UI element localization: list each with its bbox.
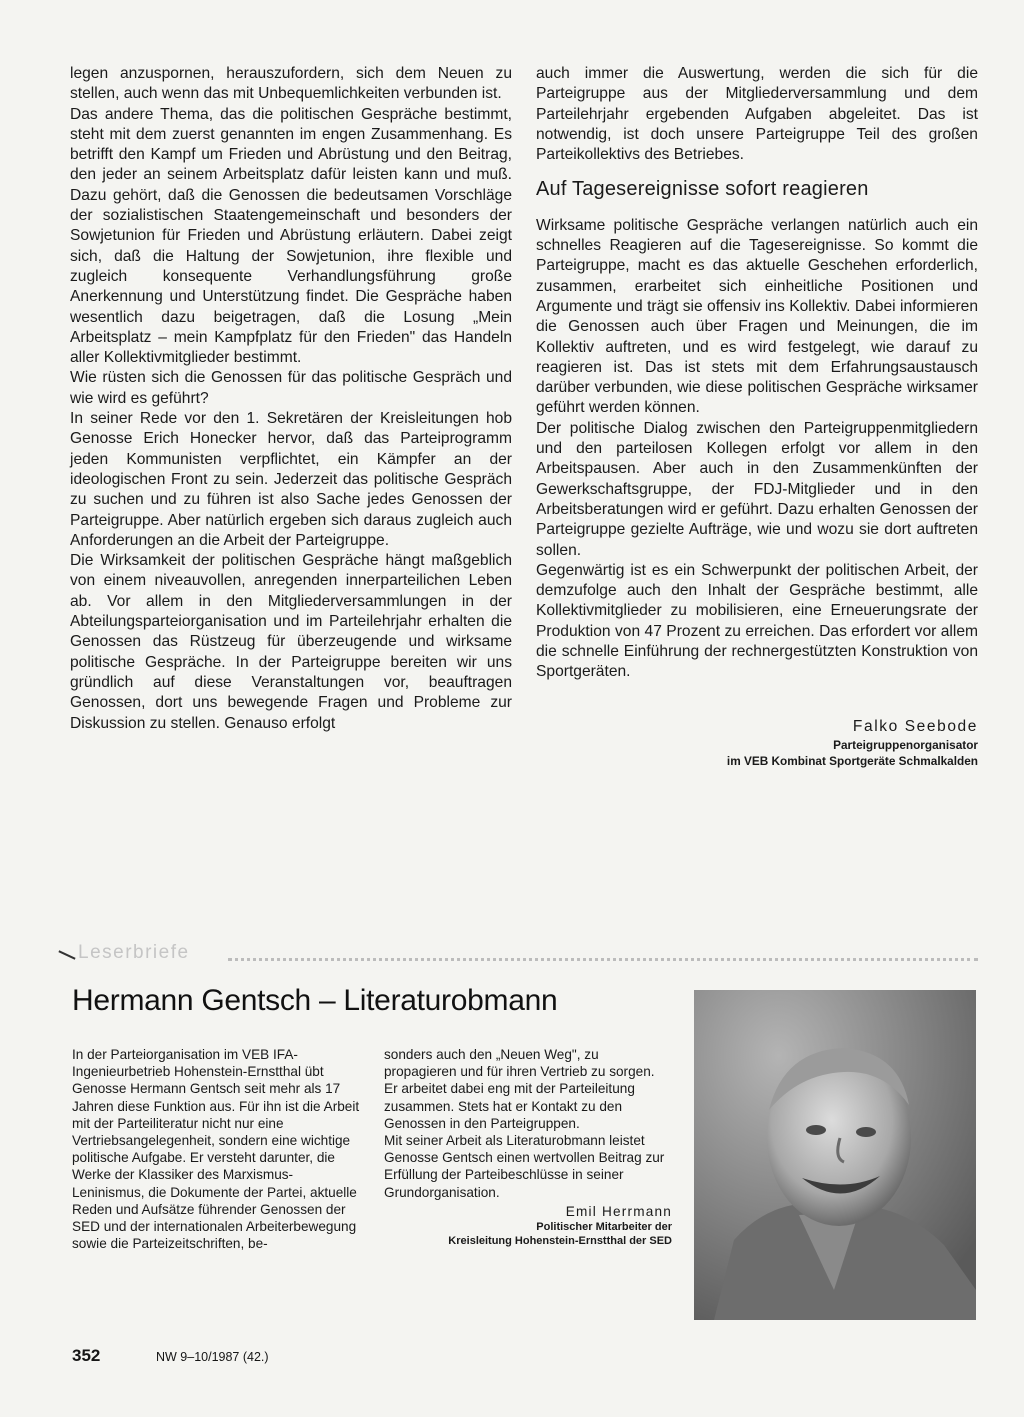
article-author-organization: Kreisleitung Hohenstein-Ernstthal der SED (448, 1235, 672, 1248)
rubric-dotted-rule (228, 958, 978, 961)
portrait-photo (694, 990, 976, 1320)
right-paragraph-2: Der politische Dialog zwischen den Parteigruppenmitgliedern und den parteilosen Kollegen erfolgt vor allem in den Arbeitspausen. Aber auch in den Zusammenkünften der Gewerkschaftsgruppe, der FDJ-Mitglieder und in den Arbeitsberatungen wird er geführt. Dazu erhalten Genossen der Parteigruppe gezielte Aufträge, wie und wozu sie dort auftreten sollen. (536, 419, 978, 559)
article-author-role: Politischer Mitarbeiter der (536, 1221, 672, 1234)
rubric-tick-mark (58, 950, 75, 959)
author-organization: im VEB Kombinat Sportgeräte Schmalkalden (726, 753, 978, 768)
article-paragraph-2: sonders auch den „Neuen Weg", zu propagieren und für ihren Vertrieb zu sorgen. (384, 1047, 655, 1080)
article-column-1 (72, 1046, 360, 1252)
article-paragraph-4: Mit seiner Arbeit als Literaturobmann leistet Genosse Gentsch einen wertvollen Beitrag zur Erfüllung der Parteibeschlüsse in seiner Grundorganisation. (384, 1133, 665, 1200)
article-author-name: Emil Herrmann (565, 1203, 672, 1219)
article-headline: Hermann Gentsch – Literaturobmann (72, 984, 558, 1017)
left-paragraph-1: legen anzuspornen, herauszufordern, sich dem Neuen zu stellen, auch wenn das mit Unbequemlichkeiten verbunden ist. (70, 65, 512, 103)
left-column (70, 64, 512, 734)
left-paragraph-5: Die Wirksamkeit der politischen Gespräche hängt maßgeblich von einem niveauvollen, anregenden innerparteilichen Leben ab. Vor allem in den Mitgliederversammlungen in der Abteilungsparteiorganisation und im Parteilehrjahr erhalten die Genossen das Rüstzeug für überzeugende und wirksame politische Gespräche. In der Parteigruppe bereiten wir uns gründlich auf diese Veranstaltungen vor, beauftragen Genossen, dort uns bewegende Fragen und Probleme zur Diskussion zu stellen. Genauso erfolgt (70, 552, 512, 732)
section-rubric (58, 942, 978, 968)
left-paragraph-3: Wie rüsten sich die Genossen für das politische Gespräch und wie wird es geführt? (70, 369, 512, 407)
issue-reference: NW 9–10/1987 (42.) (156, 1350, 269, 1364)
right-intro-paragraph: auch immer die Auswertung, werden die sich für die Parteigruppe aus der Mitgliederversammlung und dem Parteilehrjahr ergebenden Aufgaben abgeleitet. Das ist notwendig, ist doch unsere Parteigruppe Teil des großen Parteikollektivs des Betriebes. (536, 65, 978, 164)
author-role: Parteigruppenorganisator (833, 737, 978, 752)
article-paragraph-3: Er arbeitet dabei eng mit der Parteileitung zusammen. Stets hat er Kontakt zu den Genossen in den Parteigruppen. (384, 1081, 635, 1131)
section-subheading: Auf Tagesereignisse sofort reagieren (536, 178, 869, 201)
right-paragraph-1: Wirksame politische Gespräche verlangen natürlich auch ein schnelles Reagieren auf die Tagesereignisse. So kommt die Parteigruppe, macht es das aktuelle Geschehen erforderlich, zusammen, erarbeitet sich einheitliche Positionen und Argumente und trägt sie offensiv ins Kollektiv. Dabei informieren die Genossen auch über Fragen und Meinungen, die im Kollektiv auftreten, und es wird festgelegt, wie darauf zu reagieren ist. Das ist stets mit dem Erfahrungsaustausch darüber verbunden, wie diese politischen Gespräche wirksamer geführt werden können. (536, 216, 978, 417)
left-paragraph-4: In seiner Rede vor den 1. Sekretären der Kreisleitungen hob Genosse Erich Honecker hervor, daß das Parteiprogramm jeden Kommunisten verpflichtet, ein Kämpfer an der ideologischen Front zu sein. Jederzeit das politische Gespräch zu suchen und zu führen ist also Sache jedes Genossen der Parteigruppe. Aber natürlich ergeben sich daraus zugleich auch Anforderungen an die Arbeit der Parteigruppe. (70, 410, 512, 549)
rubric-label: Leserbriefe (78, 942, 190, 963)
article-paragraph-1: In der Parteiorganisation im VEB IFA-Ingenieurbetrieb Hohenstein-Ernstthal übt Genosse Hermann Gentsch seit mehr als 17 Jahren diese Funktion aus. Für ihn ist die Arbeit mit der Parteiliteratur nicht nur eine Vertriebsangelegenheit, sondern eine wichtige politische Aufgabe. Er versteht darunter, die Werke der Klassiker des Marxismus-Leninismus, die Dokumente der Partei, aktuelle Reden und Aufsätze führender Genossen der SED und der internationalen Arbeiterbewegung sowie die Parteizeitschriften, be- (72, 1047, 360, 1252)
right-column (536, 64, 978, 769)
page-footer (72, 1346, 572, 1370)
article-column-2 (384, 1046, 672, 1248)
author-name: Falko Seebode (852, 717, 978, 735)
portrait-illustration (694, 990, 976, 1320)
left-paragraph-2: Das andere Thema, das die politischen Gespräche bestimmt, steht mit dem zuerst genannten im engen Zusammenhang. Es betrifft den Kampf um Frieden und Abrüstung und den Beitrag, den jeder an seinem Arbeitsplatz dafür leisten kann und muß. Dazu gehört, daß die Genossen die bedeutsamen Vorschläge der sozialistischen Staatengemeinschaft und besonders der Sowjetunion für Frieden und Abrüstung erläutern. Dabei zeigt sich, daß die Haltung der Sowjetunion, ihre flexible und zugleich konsequente Verhandlungsführung große Anerkennung und Unterstützung findet. Die Gespräche haben wesentlich dazu beigetragen, daß die Losung „Mein Arbeitsplatz – mein Kampfplatz für den Frieden" das Handeln aller Kollektivmitglieder bestimmt. (70, 105, 512, 367)
right-paragraph-3: Gegenwärtig ist es ein Schwerpunkt der politischen Arbeit, der demzufolge auch den Inhalt der Gespräche bestimmt, alle Kollektivmitglieder zu mobilisieren, eine Erneuerungsrate der Produktion von 47 Prozent zu erreichen. Das erfordert vor allem die schnelle Einführung der rechnergestützten Konstruktion von Sportgeräten. (536, 561, 978, 681)
page-number: 352 (72, 1346, 101, 1365)
